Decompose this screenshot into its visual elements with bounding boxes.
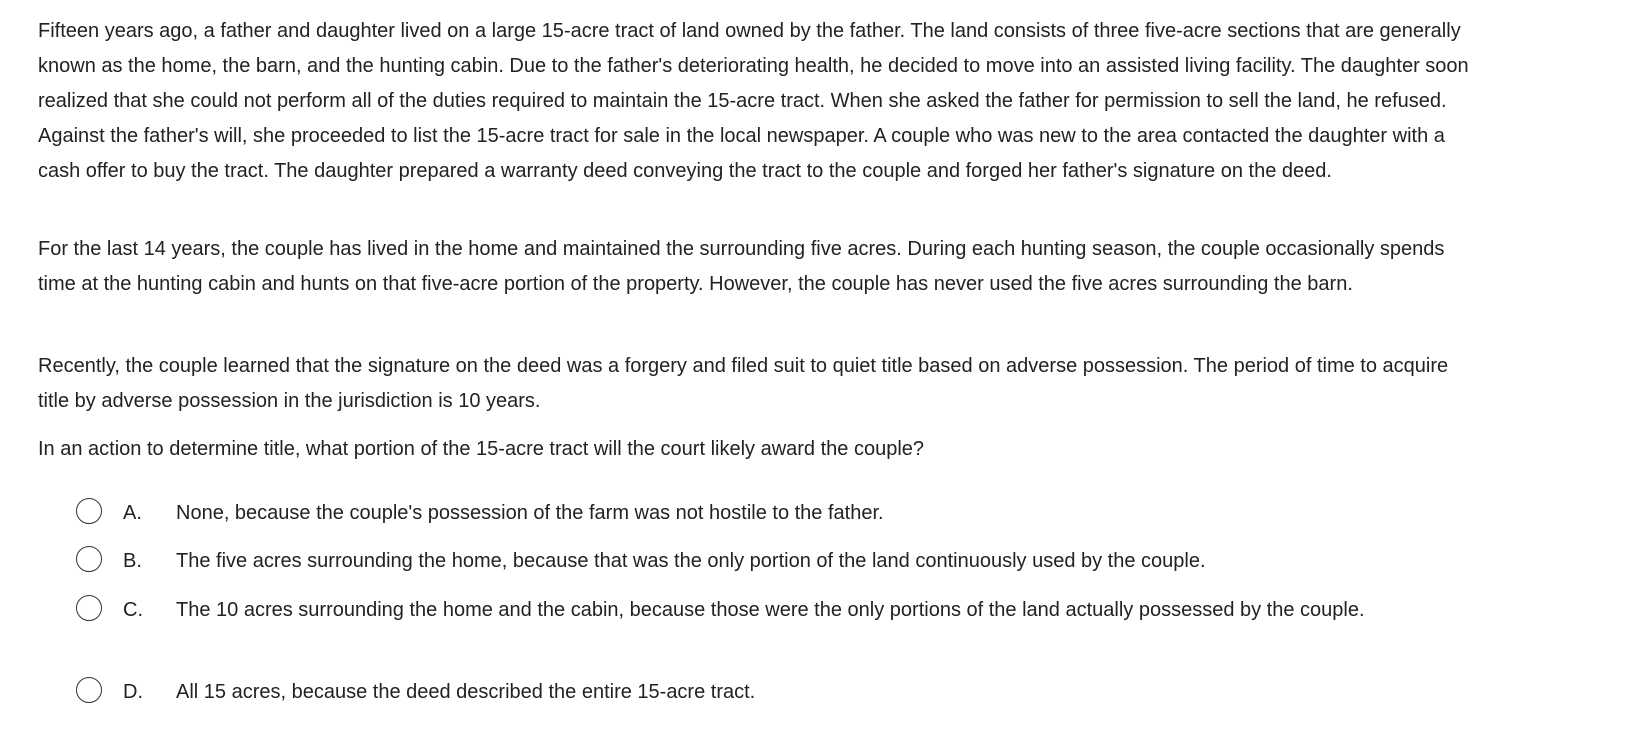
option-letter: A. bbox=[123, 502, 142, 524]
question-paragraph: Recently, the couple learned that the signature on the deed was a forgery and filed suit to quiet title based on adverse possession. The period of time to acquire title by adverse possession in the jurisdiction is 10 years. bbox=[38, 355, 1449, 412]
option-letter: D. bbox=[123, 681, 143, 703]
radio-button-b[interactable] bbox=[76, 546, 102, 572]
answer-option-c[interactable] bbox=[76, 595, 1376, 661]
radio-button-a[interactable] bbox=[76, 498, 102, 524]
answer-option-a[interactable] bbox=[76, 498, 1376, 528]
option-text: None, because the couple's possession of the farm was not hostile to the father. bbox=[176, 502, 884, 524]
radio-button-d[interactable] bbox=[76, 677, 102, 703]
option-text: The five acres surrounding the home, because that was the only portion of the land continuously used by the couple. bbox=[176, 550, 1206, 572]
answer-option-b[interactable] bbox=[76, 546, 1376, 576]
answer-option-d[interactable] bbox=[76, 677, 1376, 707]
option-text: All 15 acres, because the deed described the entire 15-acre tract. bbox=[176, 681, 756, 703]
radio-button-c[interactable] bbox=[76, 595, 102, 621]
option-text: The 10 acres surrounding the home and the cabin, because those were the only portions of the land actually possessed by the couple. bbox=[176, 599, 1365, 621]
question-paragraph: For the last 14 years, the couple has lived in the home and maintained the surrounding five acres. During each hunting season, the couple occasionally spends time at the hunting cabin and hunts on that five-acre portion of the property. However, the couple has never used the five acres surrounding the barn. bbox=[38, 238, 1445, 295]
option-letter: B. bbox=[123, 550, 142, 572]
option-letter: C. bbox=[123, 599, 143, 621]
question-prompt: In an action to determine title, what portion of the 15-acre tract will the court likely award the couple? bbox=[38, 438, 925, 460]
question-paragraph: Fifteen years ago, a father and daughter lived on a large 15-acre tract of land owned by the father. The land consists of three five-acre sections that are generally known as the home, the barn, and the hunting cabin. Due to the father's deteriorating health, he decided to move into an assisted living facility. The daughter soon realized that she could not perform all of the duties required to maintain the 15-acre tract. When she asked the father for permission to sell the land, he refused. Against the father's will, she proceeded to list the 15-acre tract for sale in the local newspaper. A couple who was new to the area contacted the daughter with a cash offer to buy the tract. The daughter prepared a warranty deed conveying the tract to the couple and forged her father's signature on the deed. bbox=[38, 20, 1469, 182]
